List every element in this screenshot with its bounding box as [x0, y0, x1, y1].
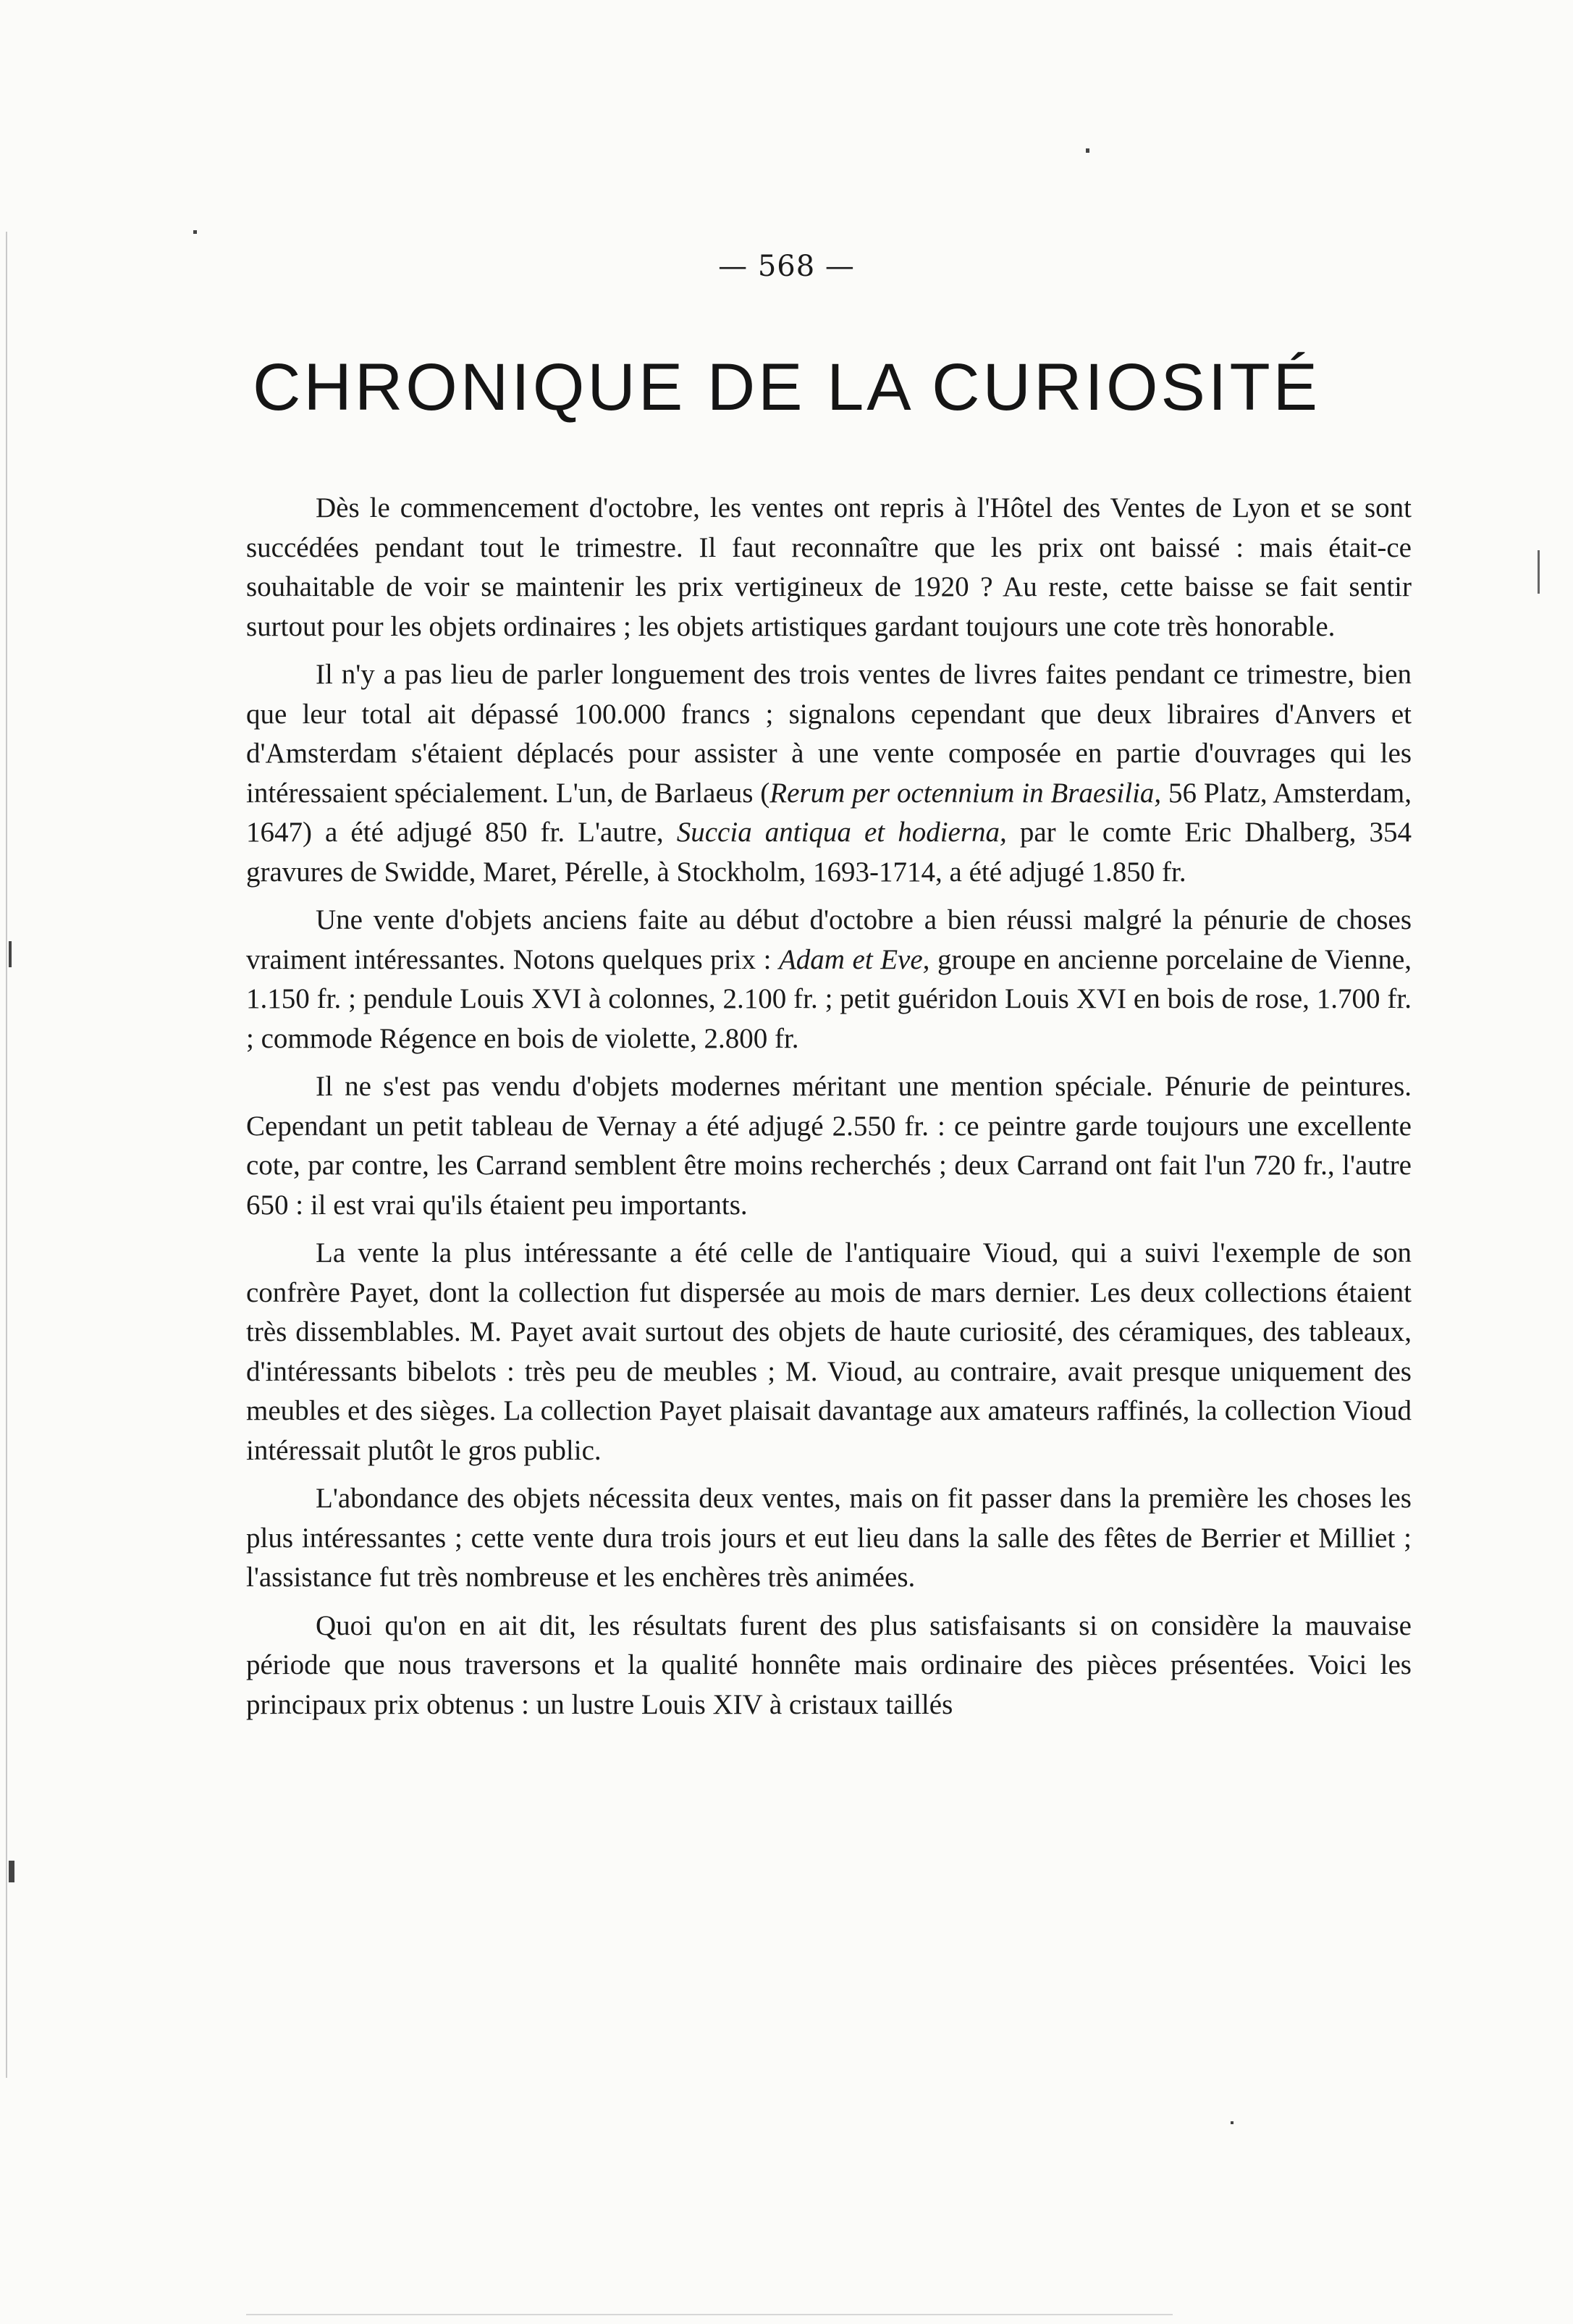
- book-title: Rerum per octennium in Braesilia,: [769, 777, 1162, 809]
- article-body: [246, 489, 1412, 1733]
- text-run: Il n'y a pas lieu de parler longuement des trois ventes de livres faites pendant ce trimestre, bien que leur total ait dépassé 100.000 francs ; signalons cependant que deux libraires d'Anvers et d'Amsterdam s'étaient déplacés pour assister à une vente composée en partie d'ouvrages qui les intéressaient spécialement. L'un, de Barlaeus (: [246, 659, 1412, 809]
- artwork-title: Adam et Eve,: [778, 943, 930, 975]
- paragraph: [246, 901, 1412, 1058]
- text-run: Il ne s'est pas vendu d'objets modernes méritant une mention spéciale. Pénurie de peintures. Cependant un petit tableau de Vernay a été adjugé 2.550 fr. : ce peintre garde toujours une excellente cote, par contre, les Carrand semblent être moins recherchés ; deux Carrand ont fait l'un 720 fr., l'autre 650 : il est vrai qu'ils étaient peu importants.: [246, 1071, 1412, 1221]
- scan-speck: [1538, 550, 1540, 594]
- scan-speck: [1231, 2121, 1233, 2124]
- bottom-edge-line: [246, 2314, 1173, 2315]
- page-number: — 568 —: [718, 250, 855, 283]
- text-run: Une vente d'objets anciens faite au début d'octobre a bien réussi malgré la pénurie de choses vraiment intéressantes. Notons quelques prix :: [246, 904, 1412, 975]
- scan-speck: [9, 1861, 14, 1882]
- text-run: par le comte Eric Dhalberg, 354 gravures de Swidde, Maret, Pérelle, à Stockholm, 1693-1714, a été adjugé 1.850 fr.: [246, 817, 1412, 888]
- text-run: La vente la plus intéressante a été celle de l'antiquaire Vioud, qui a suivi l'exemple de son confrère Payet, dont la collection fut dispersée au mois de mars dernier. Les deux collections étaient très dissemblables. M. Payet avait surtout des objets de haute curiosité, des céramiques, des tableaux, d'intéressants bibelots : très peu de meubles ; M. Vioud, au contraire, avait presque uniquement des meubles et des sièges. La collection Payet plaisait davantage aux amateurs raffinés, la collection Vioud intéressait plutôt le gros public.: [246, 1237, 1412, 1466]
- text-run: Quoi qu'on en ait dit, les résultats furent des plus satisfaisants si on considère la mauvaise période que nous traversons et la qualité honnête mais ordinaire des pièces présentées. Voici les principaux prix obtenus : un lustre Louis XIV à cristaux taillés: [246, 1609, 1412, 1720]
- paragraph: [246, 1479, 1412, 1598]
- scan-speck: [193, 230, 197, 234]
- binding-edge-line: [6, 232, 7, 2078]
- scan-speck: [9, 941, 12, 967]
- scan-speck: [1086, 148, 1089, 153]
- page-title: CHRONIQUE DE LA CURIOSITÉ: [252, 350, 1321, 424]
- text-run: 56 Platz, Amsterdam, 1647) a été adjugé 850 fr. L'autre,: [246, 777, 1412, 848]
- paragraph: [246, 489, 1412, 647]
- paragraph: [246, 1607, 1412, 1725]
- text-run: L'abondance des objets nécessita deux ventes, mais on fit passer dans la première les choses les plus intéressantes ; cette vente dura trois jours et eut lieu dans la salle des fêtes de Berrier et Milliet ; l'assistance fut très nombreuse et les enchères très animées.: [246, 1483, 1412, 1593]
- text-run: groupe en ancienne porcelaine de Vienne, 1.150 fr. ; pendule Louis XVI à colonnes, 2.100 fr. ; petit guéridon Louis XVI en bois de rose, 1.700 fr. ; commode Régence en bois de violette, 2.800 fr.: [246, 943, 1412, 1054]
- paragraph: [246, 1067, 1412, 1225]
- paragraph: [246, 1234, 1412, 1470]
- text-run: Dès le commencement d'octobre, les ventes ont repris à l'Hôtel des Ventes de Lyon et se sont succédées pendant tout le trimestre. Il faut reconnaître que les prix ont baissé : mais était-ce souhaitable de voir se maintenir les prix vertigineux de 1920 ? Au reste, cette baisse se fait sentir surtout pour les objets ordinaires ; les objets artistiques gardant toujours une cote très honorable.: [246, 492, 1412, 642]
- book-title: Succia antiqua et hodierna,: [676, 817, 1007, 848]
- paragraph: [246, 655, 1412, 892]
